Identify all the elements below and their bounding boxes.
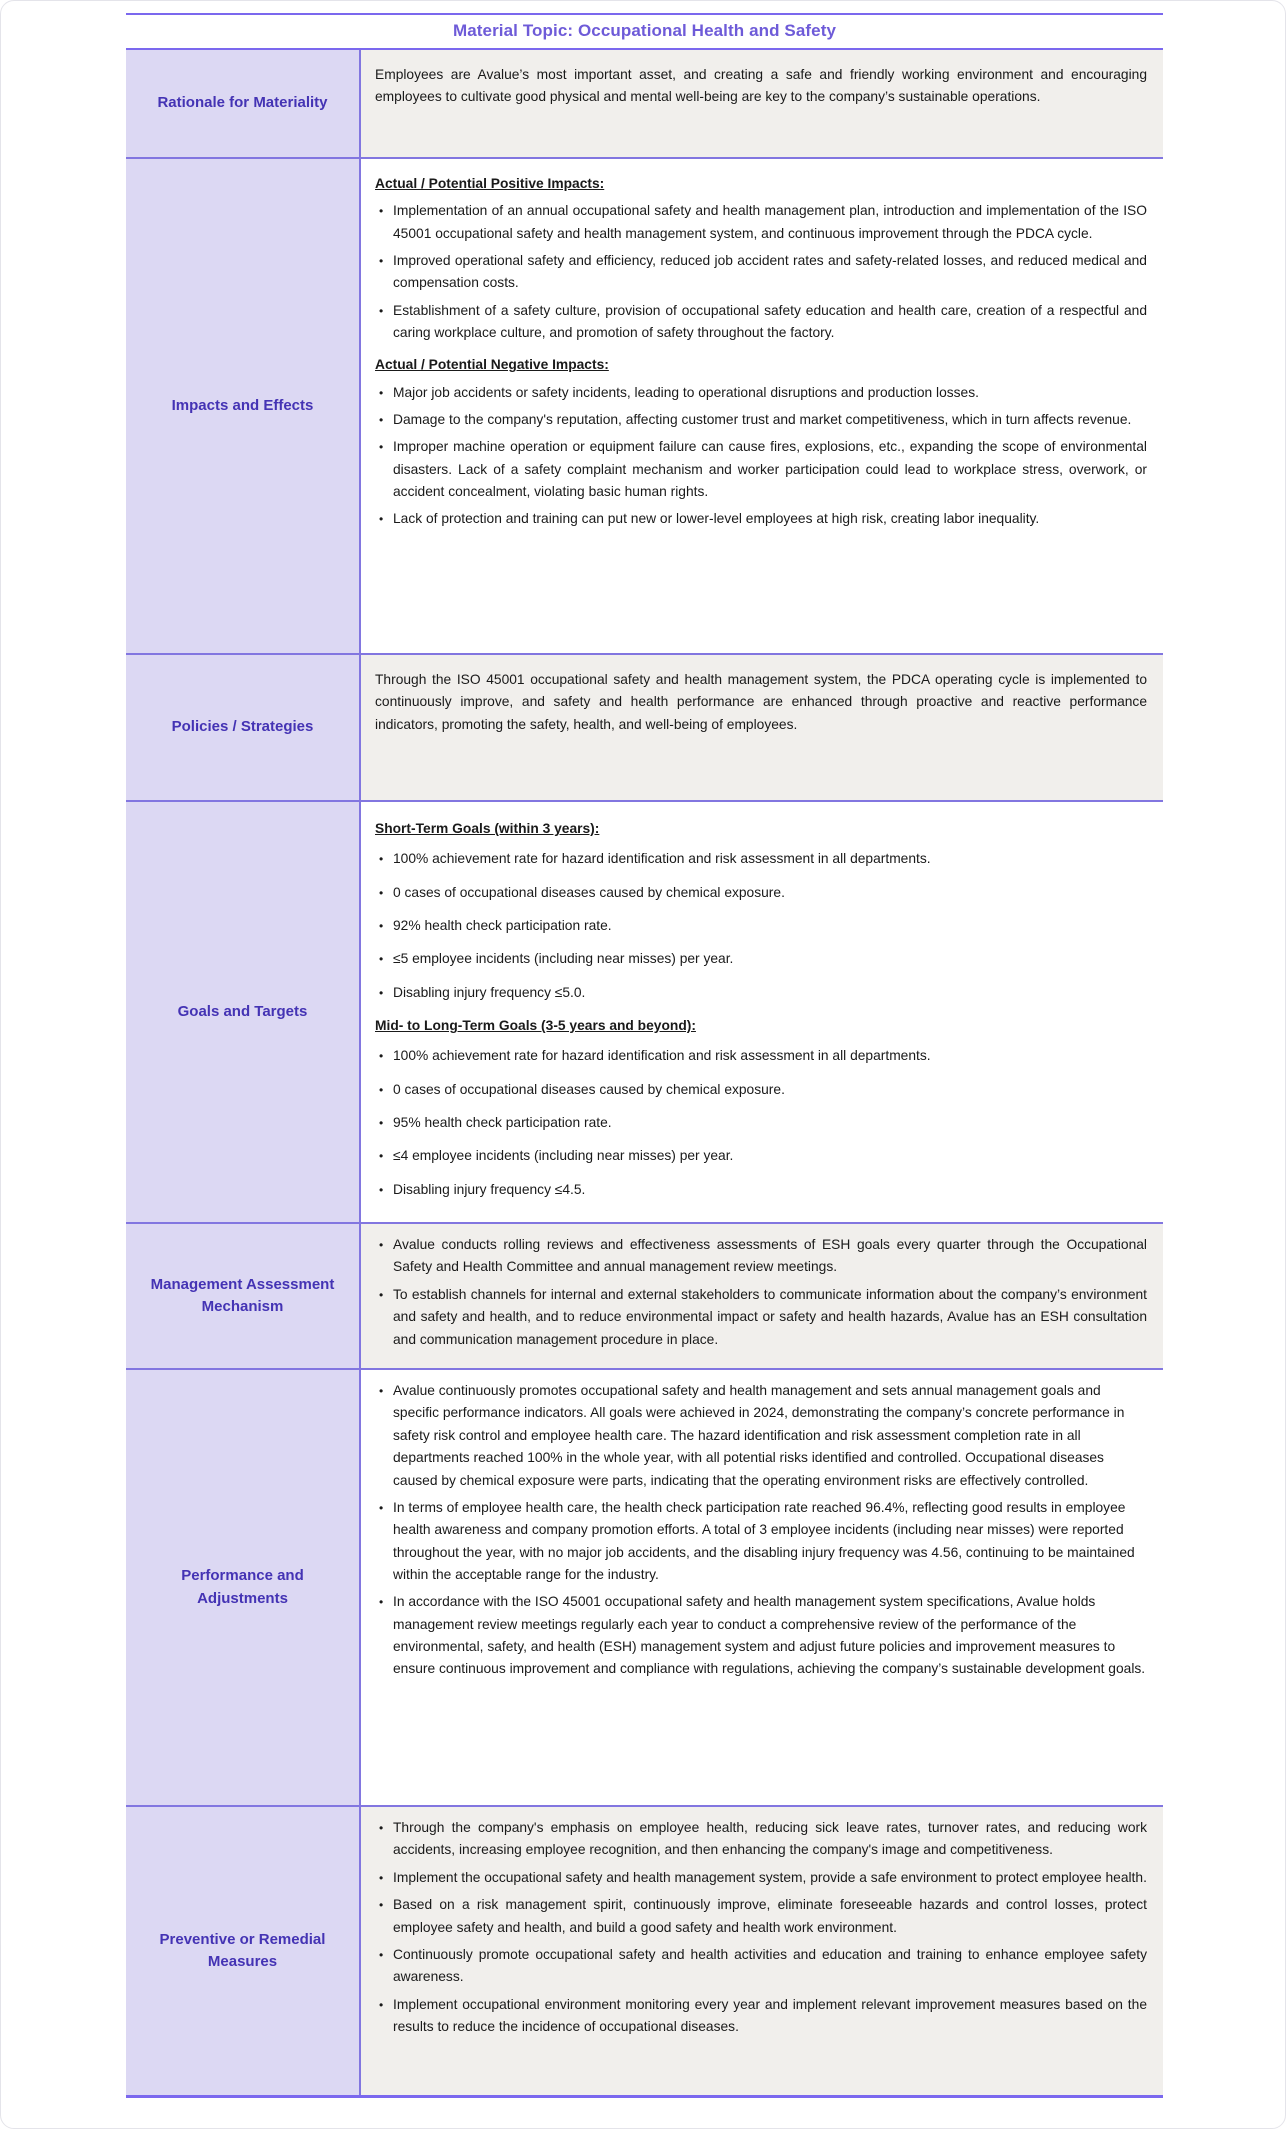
bullet-text: To establish channels for internal and external stakeholders to communicate information about the company’s environment and safety and health, and to reduce environmental impact or safety and health hazards, Avalue has an ESH consultation and communication management procedure in place. <box>393 1286 1147 1347</box>
bullet-icon: • <box>379 1500 384 1515</box>
bullet-item <box>375 882 1147 904</box>
bullet-text: 0 cases of occupational diseases caused by chemical exposure. <box>393 1081 785 1097</box>
bullet-text: In accordance with the ISO 45001 occupational safety and health management system specifications, Avalue holds management review meetings regularly each year to conduct a comprehensive review of the performance of the environmental, safety, and health (ESH) management system and adjust future policies and improvement measures to ensure continuous improvement and compliance with regulations, achieving the company’s sustainable development goals. <box>393 1594 1146 1677</box>
section-heading-text: Short-Term Goals (within 3 years): <box>375 821 600 836</box>
bullet-text: In terms of employee health care, the health check participation rate reached 96.4%, reflecting good results in employee health awareness and company promotion efforts. A total of 3 employee incidents (including near misses) were reported throughout the year, with no major job accidents, and the disabling injury frequency was 4.56, continuing to be maintained within the acceptable range for the industry. <box>393 1499 1135 1582</box>
bullet-item <box>375 1179 1147 1201</box>
bullet-icon: • <box>379 385 384 400</box>
bullet-icon: • <box>379 952 384 967</box>
bullet-icon: • <box>379 413 384 428</box>
bullet-item <box>375 436 1147 503</box>
bullet-text: Implement the occupational safety and health management system, provide a safe environment to protect employee health. <box>393 1869 1147 1885</box>
bullet-icon: • <box>379 254 384 269</box>
bullet-icon: • <box>379 1997 384 2012</box>
bullet-item <box>375 1497 1147 1586</box>
bullet-item <box>375 1380 1147 1492</box>
row-content-cell <box>361 1224 1163 1368</box>
bullet-text: 95% health check participation rate. <box>393 1115 612 1131</box>
bullet-item <box>375 1284 1147 1351</box>
row-label-cell <box>126 1807 361 2095</box>
section-heading-text: Actual / Potential Positive Impacts: <box>375 176 605 191</box>
paragraph: Employees are Avalue’s most important asset, and creating a safe and friendly working environment and encouraging employees to cultivate good physical and mental well-being are key to the company’s sustainable operations. <box>375 67 1147 105</box>
row-content-cell <box>361 655 1163 800</box>
bullet-item <box>375 982 1147 1004</box>
bullet-text: Major job accidents or safety incidents, leading to operational disruptions and production losses. <box>393 384 979 400</box>
section-heading <box>375 818 1147 840</box>
bullet-text: Improper machine operation or equipment failure can cause fires, explosions, etc., expanding the scope of environmental disasters. Lack of a safety complaint mechanism and worker participation could lead to workplace stress, overwork, or accident concealment, violating basic human rights. <box>393 439 1147 500</box>
bullet-icon: • <box>379 1384 384 1399</box>
bullet-text: Establishment of a safety culture, provision of occupational safety education and health care, creation of a respectful and caring workplace culture, and promotion of safety throughout the factory. <box>393 302 1147 341</box>
bullet-icon: • <box>379 1595 384 1610</box>
bullet-text: 100% achievement rate for hazard identification and risk assessment in all departments. <box>393 1048 931 1064</box>
row-label: Policies / Strategies <box>171 718 314 736</box>
bullet-text: Based on a risk management spirit, continuously improve, eliminate foreseeable hazards and control losses, protect employee safety and health, and build a good safety and health work environment. <box>393 1897 1147 1935</box>
table-row <box>126 50 1163 157</box>
bullet-text: 92% health check participation rate. <box>393 918 612 934</box>
section-heading <box>375 354 1147 376</box>
bullet-text: Through the company's emphasis on employee health, reducing sick leave rates, turnover rates, and reducing work accidents, increasing employee recognition, and then enhancing the company's image and competitiveness. <box>393 1820 1147 1858</box>
section-heading-text: Actual / Potential Negative Impacts: <box>375 357 609 373</box>
row-label-cell <box>126 802 361 1222</box>
bullet-text: Avalue continuously promotes occupational safety and health management and sets annual management goals and specific performance indicators. All goals were achieved in 2024, demonstrating the company’s concrete performance in safety risk control and employee health care. The hazard identification and risk assessment completion rate in all departments reached 100% in the whole year, with all potential risks identified and controlled. Occupational diseases caused by chemical exposure were parts, indicating that the operating environment risks are effectively controlled. <box>393 1383 1125 1488</box>
bullet-text: Continuously promote occupational safety and health activities and education and training to enhance employee safety awareness. <box>393 1946 1147 1985</box>
table-row <box>126 157 1163 653</box>
bullet-icon: • <box>379 919 384 934</box>
table-row <box>126 800 1163 1222</box>
row-label: Rationale for Materiality <box>157 94 328 112</box>
bullet-text: Avalue conducts rolling reviews and effectiveness assessments of ESH goals every quarter through the Occupational Safety and Health Committee and annual management review meetings. <box>393 1237 1147 1275</box>
bullet-icon: • <box>379 512 384 527</box>
bullet-icon: • <box>379 1870 384 1885</box>
bullet-text: Disabling injury frequency ≤5.0. <box>393 984 586 1000</box>
bullet-text: ≤5 employee incidents (including near misses) per year. <box>393 951 734 967</box>
bullet-item <box>375 409 1147 431</box>
row-content-cell <box>361 802 1163 1222</box>
bullet-text: ≤4 employee incidents (including near misses) per year. <box>393 1148 734 1164</box>
section-heading-text: Mid- to Long-Term Goals (3-5 years and beyond): <box>375 1018 696 1034</box>
table-row <box>126 1805 1163 2095</box>
row-label-cell <box>126 1370 361 1805</box>
bullet-icon: • <box>379 985 384 1000</box>
row-label-cell <box>126 50 361 157</box>
bullet-text: Implementation of an annual occupational safety and health management plan, introduction and implementation of the ISO 45001 occupational safety and health management system, and continuous improvement through the PDCA cycle. <box>393 203 1147 241</box>
bullet-item <box>375 1145 1147 1167</box>
bullet-item <box>375 1867 1147 1889</box>
row-label: Preventive or Remedial Measures <box>159 1930 326 1971</box>
bullet-item <box>375 1817 1147 1862</box>
bullet-item <box>375 1944 1147 1989</box>
bullet-icon: • <box>379 303 384 318</box>
bullet-icon: • <box>379 852 384 867</box>
bullet-icon: • <box>379 204 384 219</box>
row-content-cell <box>361 1370 1163 1805</box>
bullet-icon: • <box>379 1238 384 1253</box>
bullet-item <box>375 250 1147 295</box>
bullet-item <box>375 1234 1147 1279</box>
bullet-text: Implement occupational environment monitoring every year and implement relevant improvement measures based on the results to reduce the incidence of occupational diseases. <box>393 1996 1147 2034</box>
bullet-icon: • <box>379 1149 384 1164</box>
section-heading <box>375 173 1147 195</box>
report-table <box>126 48 1163 2098</box>
bullet-item <box>375 382 1147 404</box>
bullet-item <box>375 848 1147 870</box>
row-label: Management Assessment Mechanism <box>150 1275 335 1316</box>
bullet-text: Damage to the company's reputation, affecting customer trust and market competitiveness, which in turn affects revenue. <box>393 412 1132 428</box>
row-label: Goals and Targets <box>177 1002 308 1020</box>
bullet-item <box>375 948 1147 970</box>
row-content-cell <box>361 50 1163 157</box>
bullet-icon: • <box>379 1947 384 1962</box>
table-row <box>126 1368 1163 1805</box>
row-label-cell <box>126 655 361 800</box>
table-row <box>126 653 1163 800</box>
row-label-cell <box>126 159 361 653</box>
bullet-item <box>375 200 1147 245</box>
bullet-text: Lack of protection and training can put new or lower-level employees at high risk, creating labor inequality. <box>393 511 1040 527</box>
bullet-item <box>375 1079 1147 1101</box>
bullet-item <box>375 1591 1147 1680</box>
bullet-icon: • <box>379 1821 384 1836</box>
table-row <box>126 1222 1163 1368</box>
row-content-cell <box>361 1807 1163 2095</box>
bullet-item <box>375 508 1147 530</box>
bullet-item <box>375 915 1147 937</box>
bullet-icon: • <box>379 440 384 455</box>
bullet-text: 100% achievement rate for hazard identification and risk assessment in all departments. <box>393 851 931 867</box>
row-content-cell <box>361 159 1163 653</box>
bullet-text: Disabling injury frequency ≤4.5. <box>393 1181 586 1197</box>
bullet-icon: • <box>379 1049 384 1064</box>
paragraph: Through the ISO 45001 occupational safety and health management system, the PDCA operating cycle is implemented to continuously improve, and safety and health performance are enhanced through proactive and reactive performance indicators, promoting the safety, health, and well-being of employees. <box>375 672 1147 732</box>
bullet-icon: • <box>379 1182 384 1197</box>
bullet-item <box>375 1994 1147 2039</box>
bullet-icon: • <box>379 885 384 900</box>
bullet-icon: • <box>379 1116 384 1131</box>
bullet-item <box>375 300 1147 345</box>
bullet-text: 0 cases of occupational diseases caused by chemical exposure. <box>393 884 785 900</box>
row-label: Performance and Adjustments <box>181 1567 304 1607</box>
bullet-icon: • <box>379 1082 384 1097</box>
bullet-text: Improved operational safety and efficiency, reduced job accident rates and safety-related losses, and reduced medical and compensation costs. <box>393 253 1147 291</box>
bullet-item <box>375 1894 1147 1939</box>
bullet-icon: • <box>379 1287 384 1302</box>
section-heading <box>375 1015 1147 1037</box>
bullet-item <box>375 1112 1147 1134</box>
bullet-icon: • <box>379 1898 384 1913</box>
bullet-item <box>375 1045 1147 1067</box>
row-label: Impacts and Effects <box>171 396 314 414</box>
row-label-cell <box>126 1224 361 1368</box>
page-title: Material Topic: Occupational Health and Safety <box>452 21 837 40</box>
